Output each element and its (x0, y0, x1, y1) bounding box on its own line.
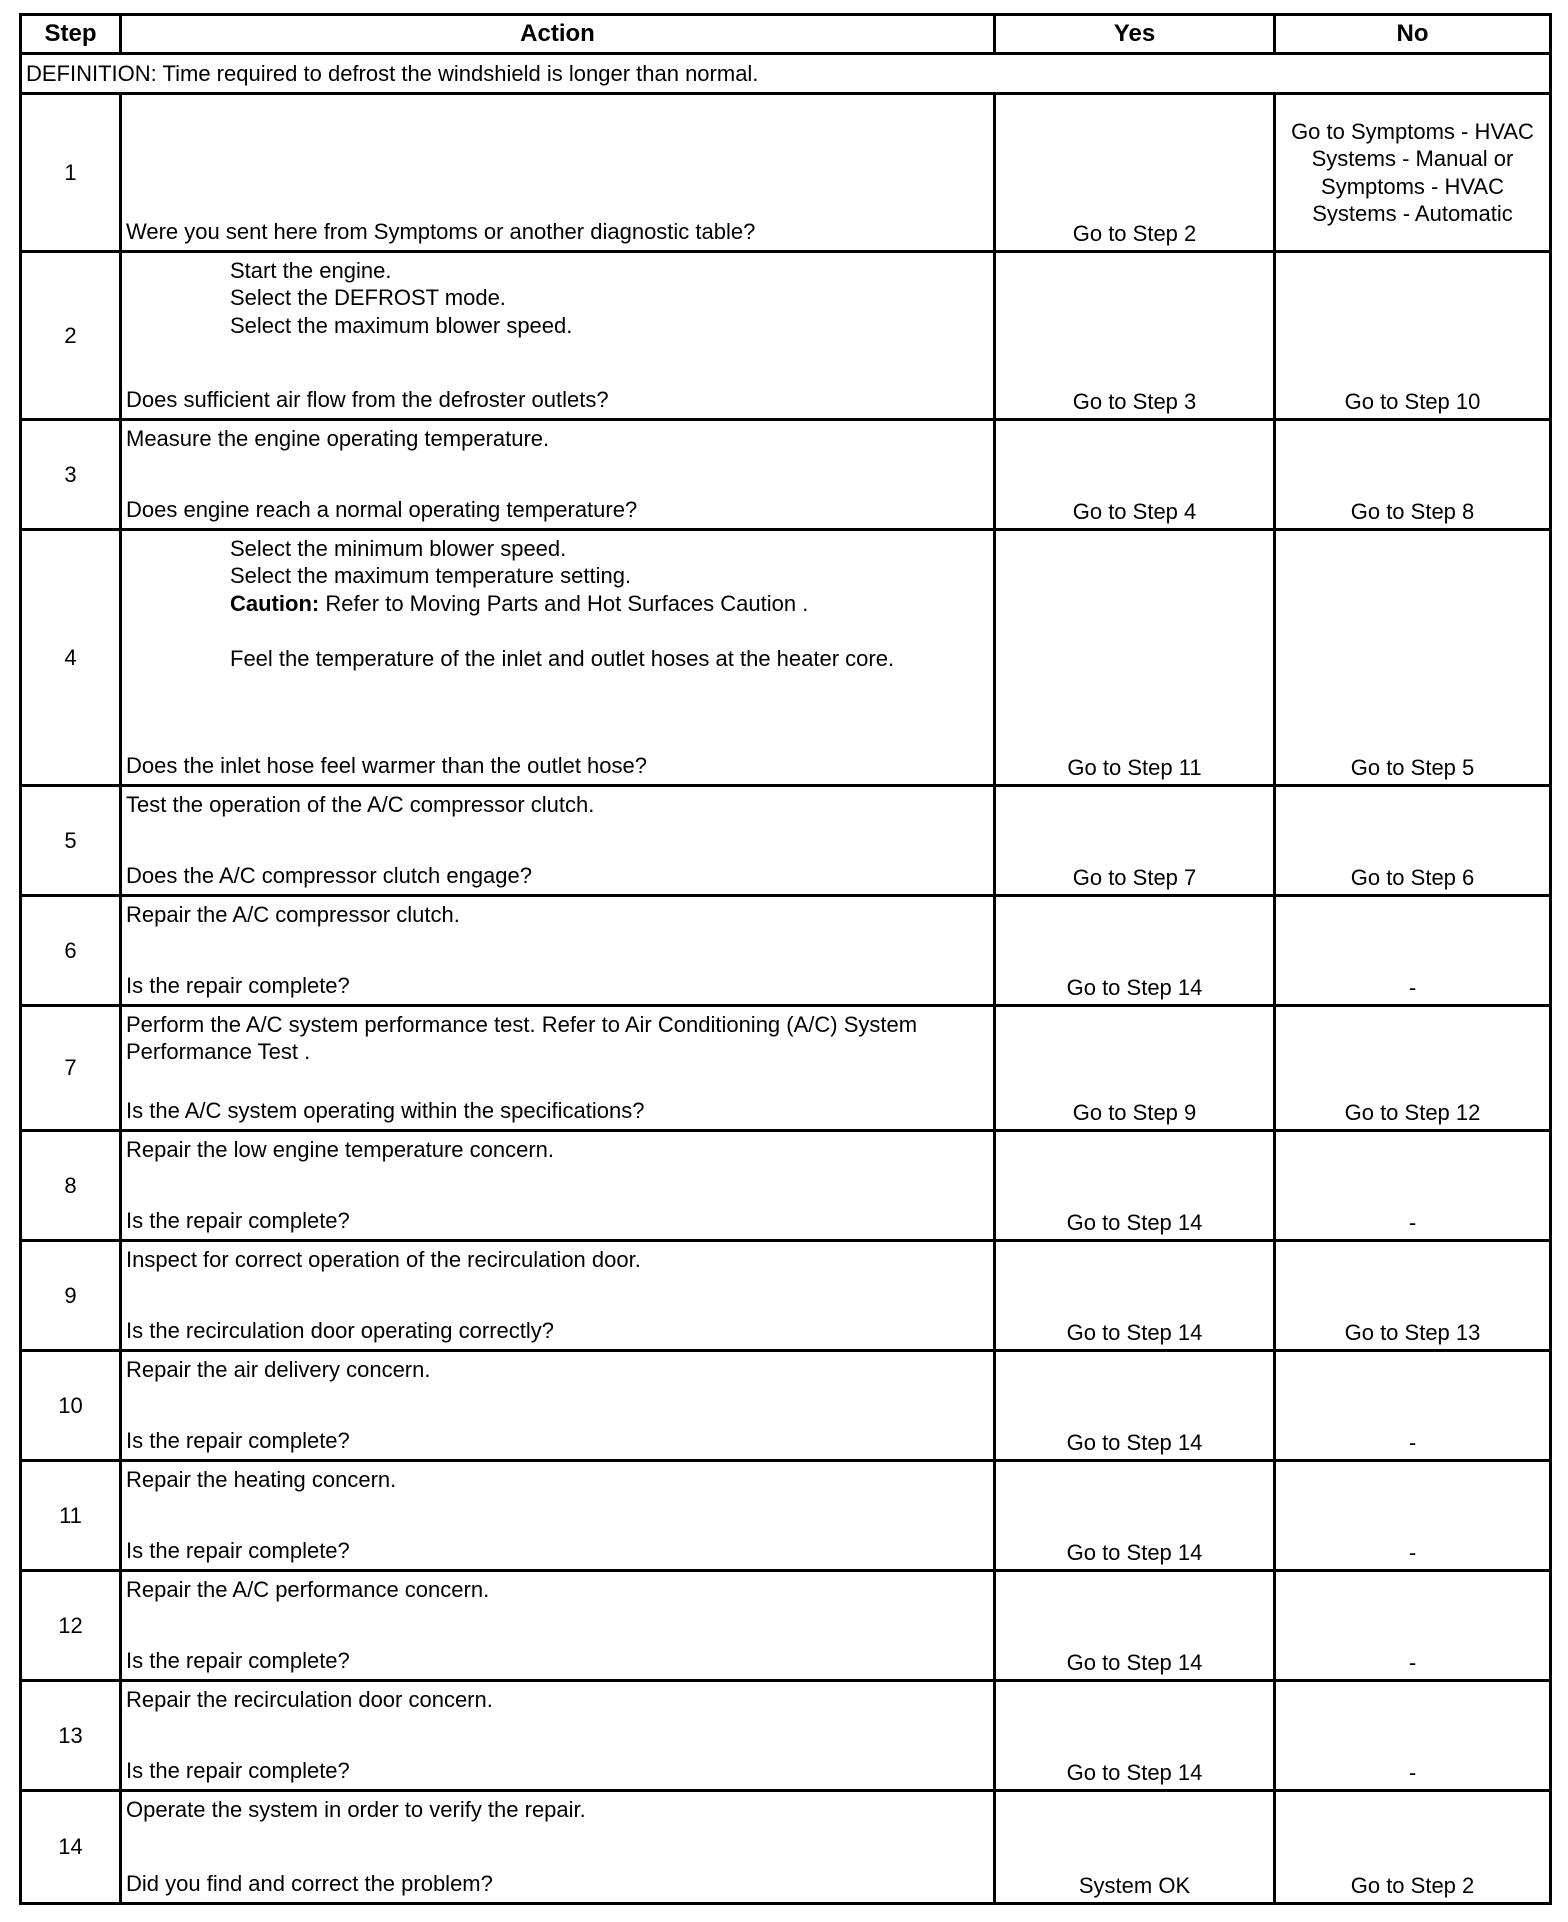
instruction-text: Repair the A/C compressor clutch. (126, 901, 460, 927)
no-result: - (1275, 896, 1551, 1006)
step-number: 4 (21, 530, 121, 786)
action-question: Did you find and correct the problem? (126, 1871, 493, 1896)
header-no: No (1275, 15, 1551, 54)
table-row (21, 896, 1551, 1006)
step-number: 13 (21, 1681, 121, 1791)
table-row (21, 530, 1551, 786)
action-instruction (126, 425, 987, 453)
step-number: 5 (21, 786, 121, 896)
yes-result: Go to Step 14 (995, 1241, 1275, 1351)
table-row (21, 420, 1551, 530)
action-question: Does sufficient air flow from the defroster outlets? (126, 387, 609, 412)
action-instruction (126, 901, 987, 929)
action-instruction (126, 562, 987, 590)
diagnostic-table (19, 13, 1552, 1905)
action-cell (121, 252, 995, 420)
instruction-text: Repair the air delivery concern. (126, 1356, 431, 1382)
step-number: 8 (21, 1131, 121, 1241)
yes-result: Go to Step 3 (995, 252, 1275, 420)
action-question: Is the repair complete? (126, 1758, 350, 1783)
action-cell (121, 530, 995, 786)
step-number: 11 (21, 1461, 121, 1571)
no-result: - (1275, 1681, 1551, 1791)
instruction-text: Perform the A/C system performance test. Refer to Air Conditioning (A/C) System Performance Test . (126, 1011, 918, 1064)
yes-result: Go to Step 14 (995, 1131, 1275, 1241)
yes-result: Go to Step 11 (995, 530, 1275, 786)
action-question: Is the repair complete? (126, 1648, 350, 1673)
yes-result: Go to Step 14 (995, 1461, 1275, 1571)
table-row (21, 1681, 1551, 1791)
no-result: - (1275, 1351, 1551, 1461)
instruction-text: Feel the temperature of the inlet and outlet hoses at the heater core. (230, 646, 895, 671)
definition-row (21, 54, 1551, 94)
action-instruction (126, 1246, 987, 1274)
yes-result: Go to Step 4 (995, 420, 1275, 530)
action-instruction (126, 535, 987, 563)
step-number: 10 (21, 1351, 121, 1461)
action-instruction (126, 590, 987, 618)
table-row (21, 252, 1551, 420)
no-result: Go to Step 2 (1275, 1791, 1551, 1904)
instruction-text: Start the engine. (230, 257, 392, 283)
instruction-text: Select the maximum temperature setting. (230, 563, 632, 588)
instruction-text: Repair the heating concern. (126, 1466, 397, 1492)
action-instruction (126, 1686, 987, 1714)
action-cell (121, 1461, 995, 1571)
yes-result: Go to Step 9 (995, 1006, 1275, 1131)
step-number: 1 (21, 94, 121, 252)
table-row (21, 1461, 1551, 1571)
yes-result: Go to Step 2 (995, 94, 1275, 252)
action-cell (121, 1131, 995, 1241)
yes-result: Go to Step 14 (995, 1571, 1275, 1681)
action-instruction (126, 1356, 987, 1384)
action-instruction (126, 1136, 987, 1164)
action-instruction (126, 1796, 987, 1824)
action-instruction (126, 257, 987, 285)
action-cell (121, 1791, 995, 1904)
action-question: Is the repair complete? (126, 1538, 350, 1563)
table-row (21, 786, 1551, 896)
action-question: Were you sent here from Symptoms or another diagnostic table? (126, 219, 756, 244)
yes-result: Go to Step 14 (995, 1351, 1275, 1461)
no-result: - (1275, 1131, 1551, 1241)
step-number: 2 (21, 252, 121, 420)
action-instruction (126, 791, 987, 819)
header-step: Step (21, 15, 121, 54)
instruction-text: Inspect for correct operation of the recirculation door. (126, 1246, 641, 1272)
no-result: Go to Step 8 (1275, 420, 1551, 530)
action-cell (121, 1571, 995, 1681)
action-cell (121, 896, 995, 1006)
table-row (21, 1241, 1551, 1351)
action-question: Is the repair complete? (126, 1428, 350, 1453)
action-question: Is the recirculation door operating correctly? (126, 1318, 554, 1343)
action-instruction (126, 1011, 987, 1066)
yes-result: Go to Step 14 (995, 896, 1275, 1006)
step-number: 6 (21, 896, 121, 1006)
step-number: 7 (21, 1006, 121, 1131)
no-result: Go to Step 6 (1275, 786, 1551, 896)
instruction-text: Repair the low engine temperature concern. (126, 1136, 555, 1162)
instruction-text: Measure the engine operating temperature. (126, 425, 550, 451)
step-number: 9 (21, 1241, 121, 1351)
table-row (21, 94, 1551, 252)
table-row (21, 1131, 1551, 1241)
action-instruction (126, 645, 987, 673)
instruction-text: Select the minimum blower speed. (230, 535, 567, 561)
action-instruction (126, 284, 987, 312)
instruction-text: Refer to Moving Parts and Hot Surfaces Caution . (319, 590, 809, 616)
instruction-text: Test the operation of the A/C compressor clutch. (126, 791, 595, 817)
action-question: Does the inlet hose feel warmer than the outlet hose? (126, 753, 647, 778)
table-row (21, 1571, 1551, 1681)
action-question: Is the repair complete? (126, 973, 350, 998)
step-number: 12 (21, 1571, 121, 1681)
action-instruction (126, 312, 987, 340)
no-result: Go to Symptoms - HVAC Systems - Manual or Symptoms - HVAC Systems - Automatic (1275, 94, 1551, 252)
action-cell (121, 786, 995, 896)
action-question: Is the A/C system operating within the specifications? (126, 1098, 645, 1123)
action-question: Does engine reach a normal operating temperature? (126, 497, 638, 522)
action-cell (121, 1351, 995, 1461)
no-result: - (1275, 1571, 1551, 1681)
table-row (21, 1791, 1551, 1904)
step-number: 14 (21, 1791, 121, 1904)
no-result: Go to Step 13 (1275, 1241, 1551, 1351)
action-cell (121, 1241, 995, 1351)
no-result: Go to Step 5 (1275, 530, 1551, 786)
table-row (21, 1006, 1551, 1131)
instruction-text: Operate the system in order to verify the repair. (126, 1796, 586, 1822)
step-number: 3 (21, 420, 121, 530)
action-cell (121, 1681, 995, 1791)
yes-result: Go to Step 14 (995, 1681, 1275, 1791)
action-instruction (126, 1576, 987, 1604)
action-cell (121, 94, 995, 252)
no-result: Go to Step 10 (1275, 252, 1551, 420)
no-result: Go to Step 12 (1275, 1006, 1551, 1131)
table-row (21, 1351, 1551, 1461)
instruction-text: Repair the recirculation door concern. (126, 1686, 493, 1712)
action-cell (121, 1006, 995, 1131)
header-action: Action (121, 15, 995, 54)
action-question: Does the A/C compressor clutch engage? (126, 863, 533, 888)
header-yes: Yes (995, 15, 1275, 54)
instruction-text: Repair the A/C performance concern. (126, 1576, 490, 1602)
yes-result: Go to Step 7 (995, 786, 1275, 896)
yes-result: System OK (995, 1791, 1275, 1904)
caution-label: Caution: (230, 590, 320, 616)
header-row (21, 15, 1551, 54)
instruction-text: Select the maximum blower speed. (230, 312, 573, 338)
action-instruction (126, 1466, 987, 1494)
no-result: - (1275, 1461, 1551, 1571)
action-question: Is the repair complete? (126, 1208, 350, 1233)
definition-text: DEFINITION: Time required to defrost the windshield is longer than normal. (21, 54, 1551, 94)
instruction-text: Select the DEFROST mode. (230, 285, 506, 310)
action-cell (121, 420, 995, 530)
